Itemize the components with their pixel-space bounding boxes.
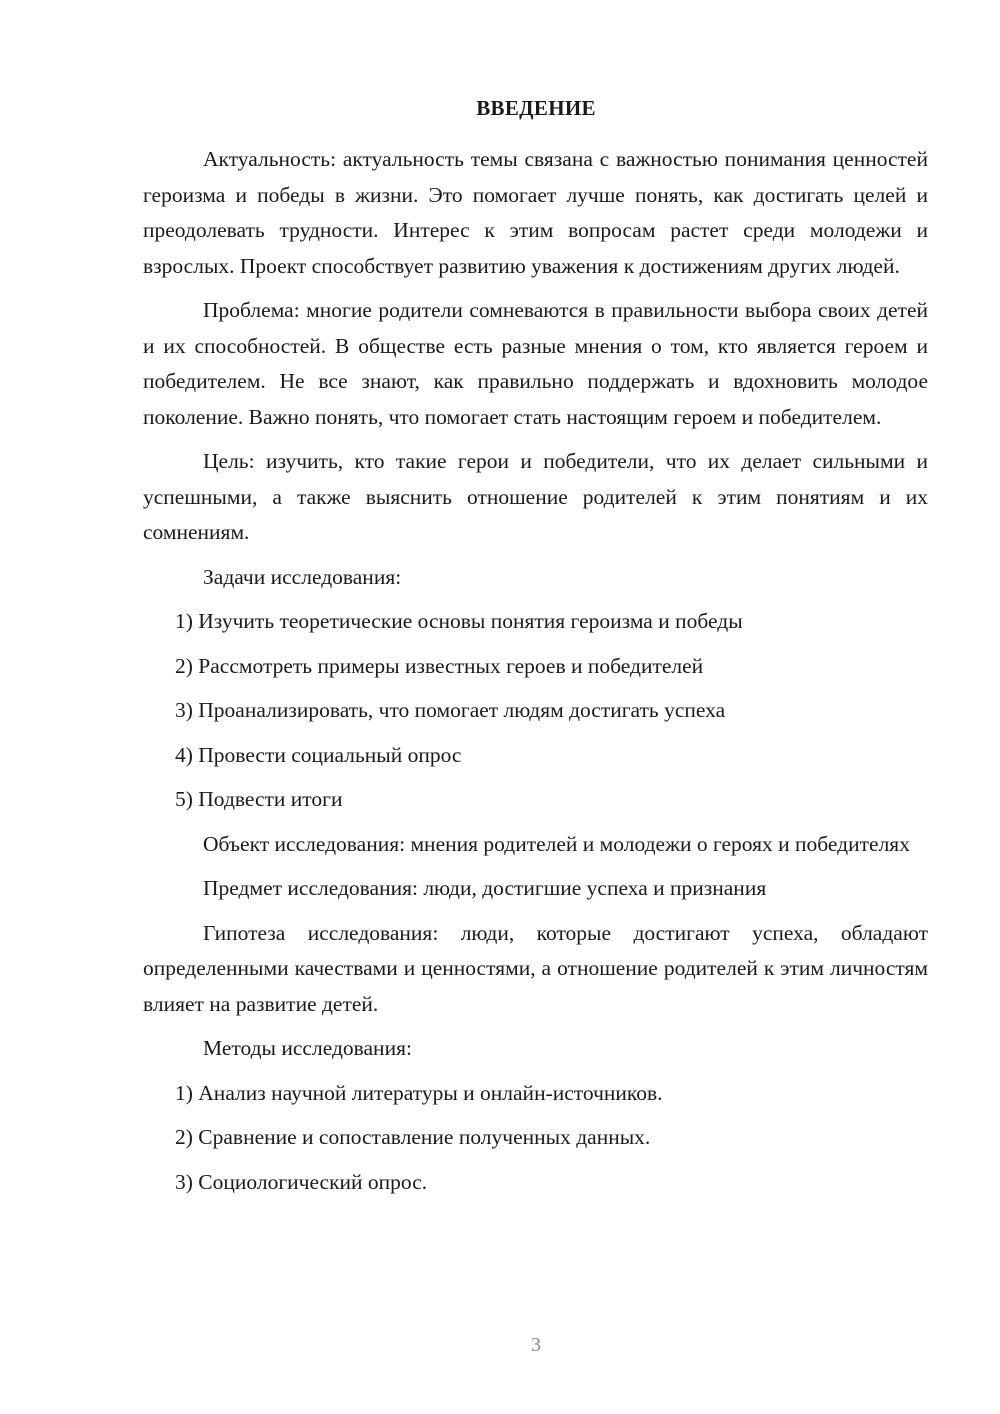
document-body: [143, 142, 928, 1209]
task-item: 4) Провести социальный опрос: [175, 742, 462, 767]
hypothesis-paragraph: Гипотеза исследования: люди, которые достигают успеха, обладают определенными качествами и ценностями, а отношение родителей к этим личностям влияет на развитие детей.: [143, 920, 928, 1016]
method-item: 3) Социологический опрос.: [175, 1169, 428, 1194]
task-item: 2) Рассмотреть примеры известных героев и победителей: [175, 653, 704, 678]
relevance-paragraph: Актуальность: актуальность темы связана с важностью понимания ценностей героизма и победы в жизни. Это помогает лучше понять, как достигать целей и преодолевать трудности. Интерес к этим вопросам растет среди молодежи и взрослых. Проект способствует развитию уважения к достижениям других людей.: [143, 147, 928, 278]
task-item: 5) Подвести итоги: [175, 787, 343, 811]
problem-paragraph: Проблема: многие родители сомневаются в правильности выбора своих детей и их способностей. В обществе есть разные мнения о том, кто является героем и победителем. Не все знают, как правильно поддержать и вдохновить молодое поколение. Важно понять, что помогает стать настоящим героем и победителем.: [143, 298, 928, 429]
methods-heading: Методы исследования:: [203, 1036, 412, 1060]
method-item: 2) Сравнение и сопоставление полученных данных.: [175, 1125, 651, 1149]
page-number: 3: [531, 1334, 541, 1356]
task-item: 1) Изучить теоретические основы понятия героизма и победы: [175, 609, 743, 633]
method-item: 1) Анализ научной литературы и онлайн-источников.: [175, 1080, 663, 1105]
object-paragraph: Объект исследования: мнения родителей и молодежи о героях и победителях: [203, 831, 910, 856]
goal-paragraph: Цель: изучить, кто такие герои и победители, что их делает сильными и успешными, а также выяснить отношение родителей к этим понятиям и их сомнениям.: [143, 449, 928, 544]
task-item: 3) Проанализировать, что помогает людям достигать успеха: [175, 698, 726, 722]
subject-paragraph: Предмет исследования: люди, достигшие успеха и признания: [203, 876, 767, 900]
section-title: ВВЕДЕНИЕ: [476, 96, 596, 120]
tasks-heading: Задачи исследования:: [203, 564, 402, 589]
